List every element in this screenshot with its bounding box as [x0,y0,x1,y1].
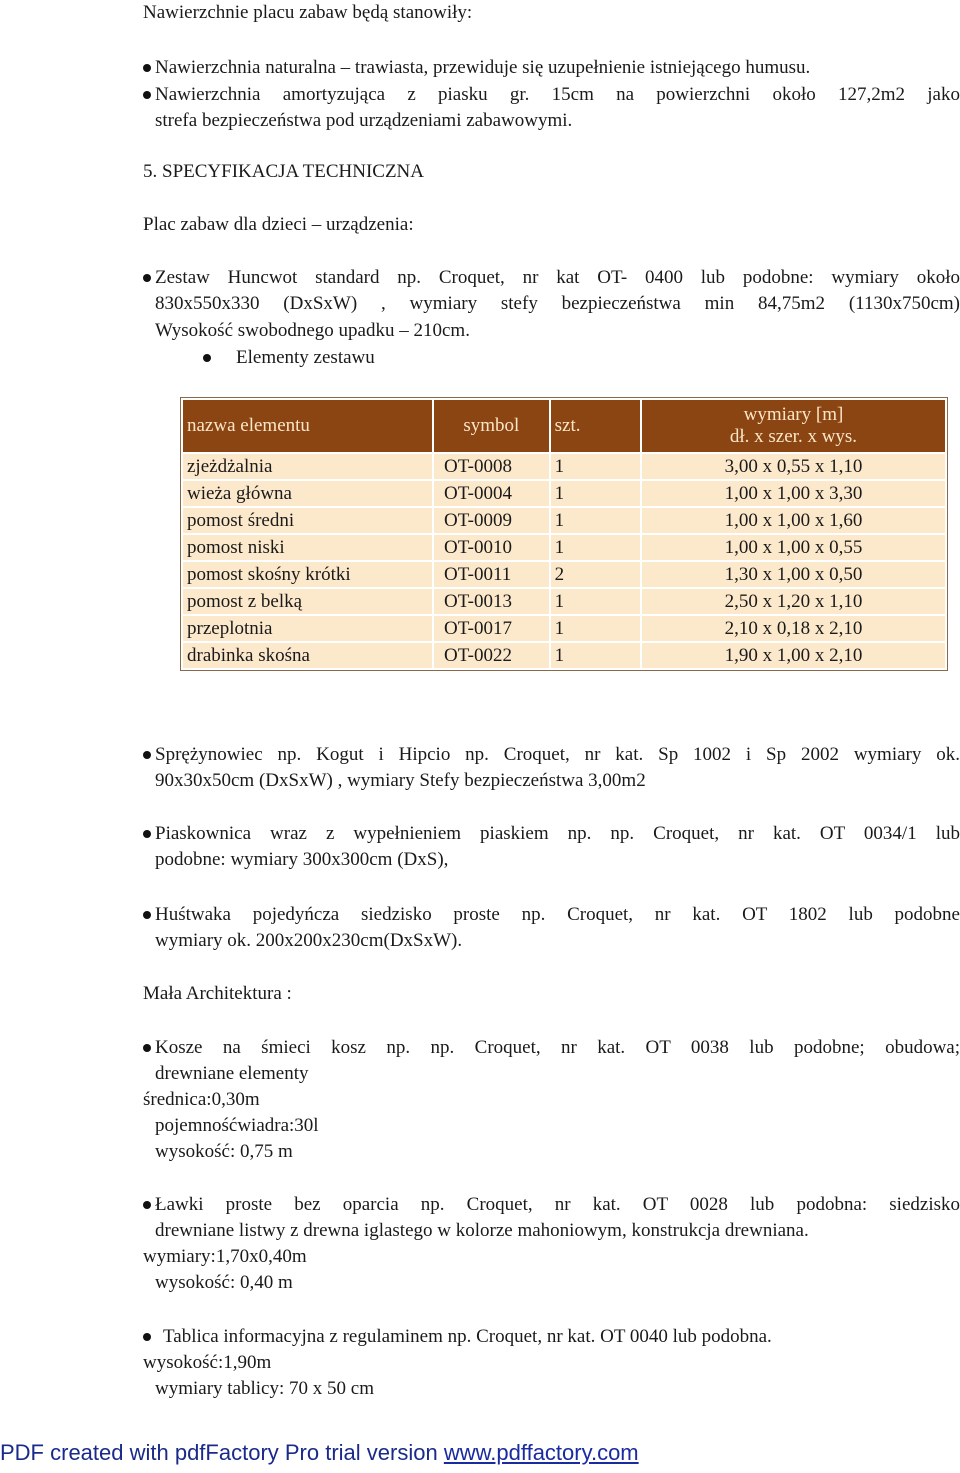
header-dims-bottom: dł. x szer. x wys. [729,426,858,447]
benches-line4: wysokość: 0,40 m [155,1272,293,1293]
cell-dims: 3,00 x 0,55 x 1,10 [642,454,945,479]
swing-line2: wymiary ok. 200x200x230cm(DxSxW). [155,930,463,951]
bins-line1: Kosze na śmieci kosz np. np. Croquet, nr kat. OT 0038 lub podobne; obudowa; [155,1037,960,1058]
cell-qty: 1 [551,481,640,506]
cell-name: pomost średni [183,508,432,533]
board-line3: wymiary tablicy: 70 x 50 cm [155,1378,374,1399]
small-architecture-heading: Mała Architektura : [143,983,292,1004]
table-row [183,616,945,641]
elements-label: Elementy zestawu [236,347,375,368]
table-row [183,481,945,506]
surface-natural: Nawierzchnia naturalna – trawiasta, przewiduje się uzupełnienie istniejącego humusu. [155,57,811,78]
sandbox-line2: podobne: wymiary 300x300cm (DxS), [155,849,449,870]
table-row [183,508,945,533]
bullet-icon [143,911,151,919]
benches-line2: drewniane listwy z drewna iglastego w kolorze mahoniowym, konstrukcja drewniana. [155,1220,809,1241]
cell-name: pomost niski [183,535,432,560]
cell-dims: 2,50 x 1,20 x 1,10 [642,589,945,614]
sandbox-line1: Piaskownica wraz z wypełnieniem piaskiem np. np. Croquet, nr kat. OT 0034/1 lub [155,823,960,844]
section-heading: 5. SPECYFIKACJA TECHNICZNA [143,161,424,182]
bins-line3: średnica:0,30m [143,1089,260,1110]
header-symbol: symbol [434,400,549,452]
cell-symbol: OT-0010 [434,535,549,560]
board-line1: Tablica informacyjna z regulaminem np. Croquet, nr kat. OT 0040 lub podobna. [163,1326,772,1347]
surface-sand-line2: strefa bezpieczeństwa pod urządzeniami zabawowymi. [155,110,573,131]
cell-qty: 1 [551,616,640,641]
board-line2: wysokość:1,90m [143,1352,272,1373]
set-line2: 830x550x330 (DxSxW) , wymiary stefy bezpieczeństwa min 84,75m2 (1130x750cm) [155,293,960,314]
cell-symbol: OT-0011 [434,562,549,587]
cell-dims: 1,00 x 1,00 x 3,30 [642,481,945,506]
cell-symbol: OT-0004 [434,481,549,506]
bullet-icon [143,64,151,72]
spring-line2: 90x30x50cm (DxSxW) , wymiary Stefy bezpieczeństwa 3,00m2 [155,770,646,791]
bullet-icon [143,1201,151,1209]
surface-sand-line1: Nawierzchnia amortyzująca z piasku gr. 15cm na powierzchni około 127,2m2 jako [155,84,960,105]
table-row [183,643,945,668]
cell-qty: 1 [551,454,640,479]
cell-dims: 2,10 x 0,18 x 2,10 [642,616,945,641]
cell-qty: 1 [551,535,640,560]
pdf-footer [0,1440,639,1466]
table-row [183,454,945,479]
cell-symbol: OT-0008 [434,454,549,479]
set-line3: Wysokość swobodnego upadku – 210cm. [155,320,470,341]
bullet-icon [143,274,151,282]
bullet-icon [143,751,151,759]
set-line1: Zestaw Huncwot standard np. Croquet, nr kat OT- 0400 lub podobne: wymiary około [155,267,960,288]
elements-table [180,397,948,671]
bullet-icon [143,830,151,838]
benches-line3: wymiary:1,70x0,40m [143,1246,307,1267]
cell-name: zjeżdżalnia [183,454,432,479]
bullet-icon [143,1333,151,1341]
bins-line5: wysokość: 0,75 m [155,1141,293,1162]
cell-symbol: OT-0009 [434,508,549,533]
cell-name: pomost z belką [183,589,432,614]
cell-symbol: OT-0022 [434,643,549,668]
swing-line1: Huśtwaka pojedyńcza siedzisko proste np. Croquet, nr kat. OT 1802 lub podobne [155,904,960,925]
footer-text: PDF created with pdfFactory Pro trial version [0,1440,444,1465]
cell-dims: 1,00 x 1,00 x 1,60 [642,508,945,533]
table-header-row [183,400,945,452]
table-row [183,562,945,587]
header-dims-top: wymiary [m] [743,404,844,425]
cell-dims: 1,90 x 1,00 x 2,10 [642,643,945,668]
cell-dims: 1,00 x 1,00 x 0,55 [642,535,945,560]
bullet-icon [143,1044,151,1052]
cell-qty: 1 [551,643,640,668]
table-row [183,535,945,560]
cell-symbol: OT-0013 [434,589,549,614]
cell-name: przeplotnia [183,616,432,641]
bins-line4: pojemnośćwiadra:30l [155,1115,319,1136]
footer-link[interactable]: www.pdffactory.com [443,1440,639,1465]
cell-qty: 2 [551,562,640,587]
spring-line1: Sprężynowiec np. Kogut i Hipcio np. Croquet, nr kat. Sp 1002 i Sp 2002 wymiary ok. [155,744,960,765]
header-dims [642,400,945,452]
cell-qty: 1 [551,508,640,533]
bullet-icon [143,91,151,99]
header-name: nazwa elementu [183,400,432,452]
header-qty: szt. [551,400,640,452]
cell-name: wieża główna [183,481,432,506]
bullet-icon [203,354,211,362]
benches-line1: Ławki proste bez oparcia np. Croquet, nr kat. OT 0028 lub podobna: siedzisko [155,1194,960,1215]
bins-line2: drewniane elementy [155,1063,309,1084]
devices-heading: Plac zabaw dla dzieci – urządzenia: [143,214,414,235]
cell-name: drabinka skośna [183,643,432,668]
table-row [183,589,945,614]
cell-dims: 1,30 x 1,00 x 0,50 [642,562,945,587]
cell-qty: 1 [551,589,640,614]
cell-symbol: OT-0017 [434,616,549,641]
cell-name: pomost skośny krótki [183,562,432,587]
intro-text: Nawierzchnie placu zabaw będą stanowiły: [143,2,473,23]
